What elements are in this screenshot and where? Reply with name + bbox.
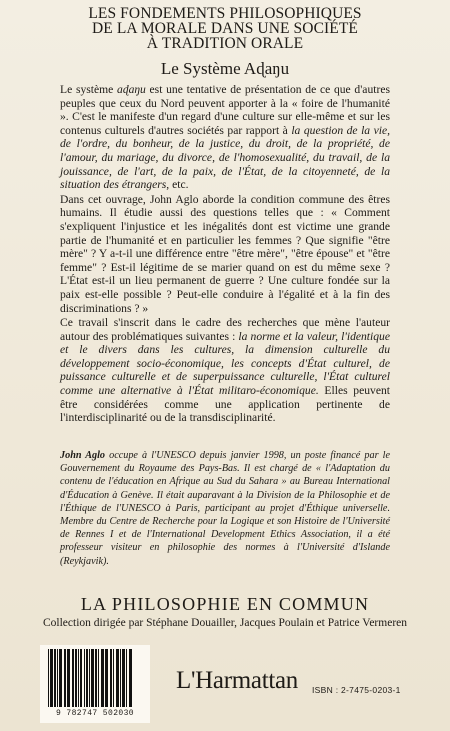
title-line-3: À TRADITION ORALE (146, 35, 304, 52)
author-bio-text: occupe à l'UNESCO depuis janvier 1998, un poste financé par le Gouvernement du Royaume des Pays-Bas. Il est chargé de « l'Adaptation du contenu de l'éducation en Afrique au Sud du Sahara » au Bureau International d'Éducation à Genève. Il était auparavant à la Division de la Philosophie et de l'Éthique de l'UNESCO à Paris, participant au projet d'Éthique universelle. Membre du Centre de Recherche pour la Logique et son Histoire de l'Université de Rennes I et de l'International Development Ethics Association, il a été professeur visiteur en philosophie des normes à l'Université d'Islande (Reykjavik). (60, 450, 390, 567)
barcode-bar (64, 649, 66, 707)
text-segment: Ce travail s'inscrit dans le cadre des recherches que mène l'auteur autour des problématiques suivantes : (60, 316, 390, 343)
barcode (40, 645, 150, 723)
barcode-bar (50, 649, 53, 707)
barcode-bar (113, 649, 114, 707)
barcode-bar (80, 649, 82, 707)
isbn: ISBN : 2-7475-0203-1 (312, 685, 401, 695)
barcode-bar (75, 649, 77, 707)
text-segment: , etc. (166, 178, 189, 192)
barcode-bar (91, 649, 94, 707)
barcode-bar (57, 649, 58, 707)
barcode-bar (101, 649, 104, 707)
italic-segment: la norme et la valeur, l'identique et le divers dans les cultures, la dimension culturelle du développement socio-économique, les concepts d'État culturel, de puissance culturelle et de superpuissance culturelle, l'État culturel comme une alternative à l'État militaro-économique. (60, 329, 390, 398)
blurb-paragraph-2 (60, 193, 390, 315)
barcode-bar (110, 649, 112, 707)
blurb-paragraph-3 (60, 316, 390, 425)
barcode-bar (116, 649, 119, 707)
barcode-bar (59, 649, 62, 707)
barcode-bar (98, 649, 99, 707)
text-segment: Elles peuvent être considérées comme une application pertinente de l'interdisciplinarité ou de la transdisciplinarité. (60, 384, 390, 425)
title-line-2: DE LA MORALE DANS UNE SOCIÉTÉ (92, 20, 358, 37)
collection-name: LA PHILOSOPHIE EN COMMUN (80, 594, 370, 614)
barcode-bar (84, 649, 85, 707)
italic-segment: la question de la vie, de l'ordre, du bonheur, de la justice, du droit, de la propriété, de l'amour, du mariage, du divorce, de l'homosexualité, du travail, de la jouissance, de l'art, de la paix, de l'État, de la citoyenneté, de la situation des étrangers (60, 123, 390, 192)
barcode-bar (78, 649, 79, 707)
collection-directors: Collection dirigée par Stéphane Douailler, Jacques Poulain et Patrice Vermeren (42, 617, 407, 629)
barcode-bar (67, 649, 70, 707)
author-name: John Aglo (60, 450, 106, 461)
author-bio (60, 449, 390, 568)
barcode-bar (48, 649, 49, 707)
barcode-bar (105, 649, 108, 707)
barcode-bar (72, 649, 74, 707)
barcode-bar (126, 649, 127, 707)
barcode-bar (122, 649, 125, 707)
barcode-bar (120, 649, 121, 707)
text-segment: Le système (60, 83, 118, 96)
barcode-bar (95, 649, 97, 707)
barcode-number: 9 782747 502030 (55, 709, 134, 718)
book-title (40, 6, 410, 51)
title-line-1: LES FONDEMENTS PHILOSOPHIQUES (88, 5, 362, 22)
blurb (60, 83, 390, 426)
publisher-logo: L'Harmattan (176, 667, 298, 694)
barcode-bar (129, 649, 132, 707)
barcode-bar (89, 649, 90, 707)
italic-segment: aɖaŋu (117, 83, 146, 96)
barcode-bar (54, 649, 56, 707)
text-segment: Dans cet ouvrage, John Aglo aborde la condition commune des êtres humains. Il étudie aussi des questions telles que : « Comment s'expliquent l'injustice et les inégalités dont est victime une grande partie de l'humanité et en particulier les femmes ? Que signifie "être mère" ? Y a-t-il une différence entre "être mère", "être épouse" et "être femme" ? Est-il légitime de se marier quand on est du même sexe ? L'État est-il un lieu permanent de guerre ? Une culture fondée sur la paix est-elle possible ? Peut-elle conduire à l'égalité et à la fin des discriminations ? » (60, 192, 390, 315)
book-subtitle: Le Système Aɖaŋu (160, 59, 290, 78)
text-segment: est une tentative de présentation de ce que d'autres peuples que ceux du Nord peuvent apporter à la « foire de l'humanité ». C'est le manifeste d'un regard d'une culture sur elle-même et sur les contenus culturels d'autres sociétés par rapport à (60, 83, 390, 137)
barcode-bar (86, 649, 88, 707)
barcode-bars (40, 645, 150, 709)
blurb-paragraph-1 (60, 83, 390, 192)
